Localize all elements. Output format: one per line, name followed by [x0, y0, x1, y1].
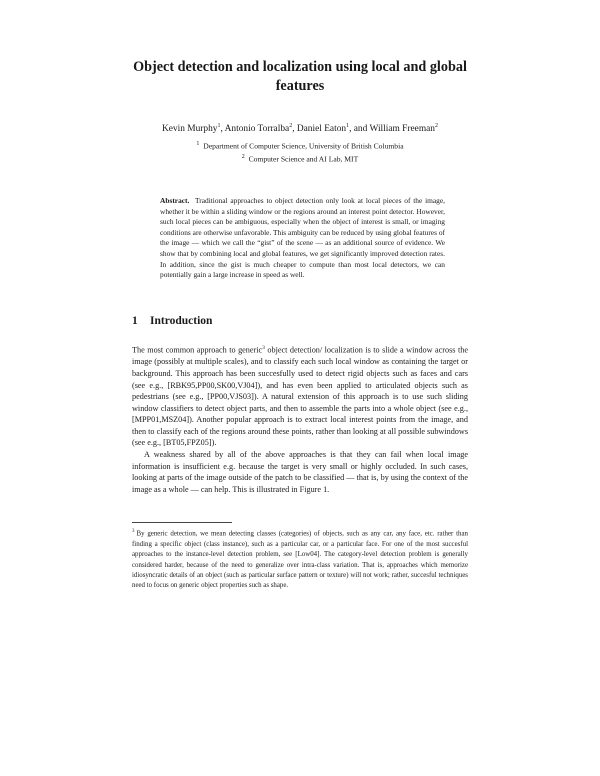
- affiliation-mark: 2: [241, 153, 245, 160]
- author-affil-mark: 2: [434, 123, 438, 129]
- paragraph-text: object detection/ localization is to slide a window across the image (possibly at multiple scales), and to classify each such local window as containing the target or background. This approach has been succesfully used to detect rigid objects such as faces and cars (see e.g., [RBK95,PP00,SK00,VJ04]), and has even been applied to articulated objects such as pedestrians (see e.g., [PP00,VJS03]). A natural extension of this approach is to use such sliding window classifiers to detect object parts, and then to assemble the parts into a whole object (see e.g., [MPP01,MSZ04]). Another popular approach is to extract local interest points from the image, and then to classify each of the regions around these points, rather than looking at all possible subwindows (see e.g., [BT05,FPZ05]).: [132, 345, 468, 448]
- author-affil-mark: 1: [217, 123, 221, 129]
- author-list: [100, 120, 500, 135]
- body-paragraph: [132, 343, 468, 449]
- affiliation-text: Department of Computer Science, University of British Columbia: [203, 141, 404, 151]
- author-affil-mark: 2: [289, 123, 293, 129]
- author-name: Kevin Murphy: [162, 124, 218, 135]
- paragraph-text: The most common approach to generic: [132, 345, 263, 355]
- affiliation: [150, 152, 450, 165]
- author-name: Daniel Eaton: [296, 124, 347, 135]
- footnote-number: 3: [132, 529, 135, 534]
- affiliation-text: Computer Science and AI Lab, MIT: [248, 154, 359, 164]
- author-separator: ,: [292, 124, 297, 135]
- section-body: [132, 343, 468, 495]
- paper-title: Object detection and localization using local and global features: [133, 59, 467, 94]
- section-title: Introduction: [150, 315, 213, 327]
- footnote-rule: [132, 522, 232, 523]
- author-name: Antonio Torralba: [224, 124, 290, 135]
- author-separator: , and: [349, 124, 370, 135]
- abstract: [160, 196, 445, 281]
- author-name: William Freeman: [369, 124, 435, 135]
- paragraph-text: A weakness shared by all of the above approaches is that they can fail when local image information is insufficient e.g. because the target is very small or highly occluded. In such cases, looking at parts of the image outside of the patch to be classified — that is, by using the context of the image as a whole — can help. This is illustrated in Figure 1.: [132, 450, 468, 494]
- abstract-text: Traditional approaches to object detection only look at local pieces of the image, whether it be within a sliding window or the regions around an interest point detector. However, such local pieces can be ambiguous, especially when the object of interest is small, or imaging conditions are otherwise unfavorable. This ambiguity can be reduced by using global features of the image — which we call the “gist” of the scene — as an additional source of evidence. We show that by combining local and global features, we get significantly improved detection rates. In addition, since the gist is much cheaper to compute than most local detectors, we can potentially gain a large increase in speed as well.: [160, 196, 445, 280]
- section-number: 1: [132, 315, 138, 327]
- section-heading: [132, 314, 212, 328]
- footnote-text: By generic detection, we mean detecting classes (categories) of objects, such as any car, any face, etc. rather than finding a specific object (class instance), such as a particular car, or a particular face. For one of the most succesful approaches to the instance-level detection problem, see [Low04]. The category-level detection problem is generally considered harder, because of the need to generalize over intra-class variation. That is, approaches which memorize idiosyncratic details of an object (such as particular surface pattern or texture) will not work; rather, succesful techniques need to focus on generic object properties such as shape.: [132, 530, 468, 590]
- affiliation-list: [150, 139, 450, 164]
- body-paragraph: [132, 449, 468, 495]
- author-affil-mark: 1: [346, 123, 350, 129]
- footnote-mark: 3: [262, 345, 265, 351]
- affiliation: [150, 139, 450, 152]
- affiliation-mark: 1: [196, 141, 200, 147]
- footnote: [132, 527, 468, 592]
- author-separator: ,: [220, 124, 225, 135]
- abstract-label: Abstract.: [160, 196, 190, 205]
